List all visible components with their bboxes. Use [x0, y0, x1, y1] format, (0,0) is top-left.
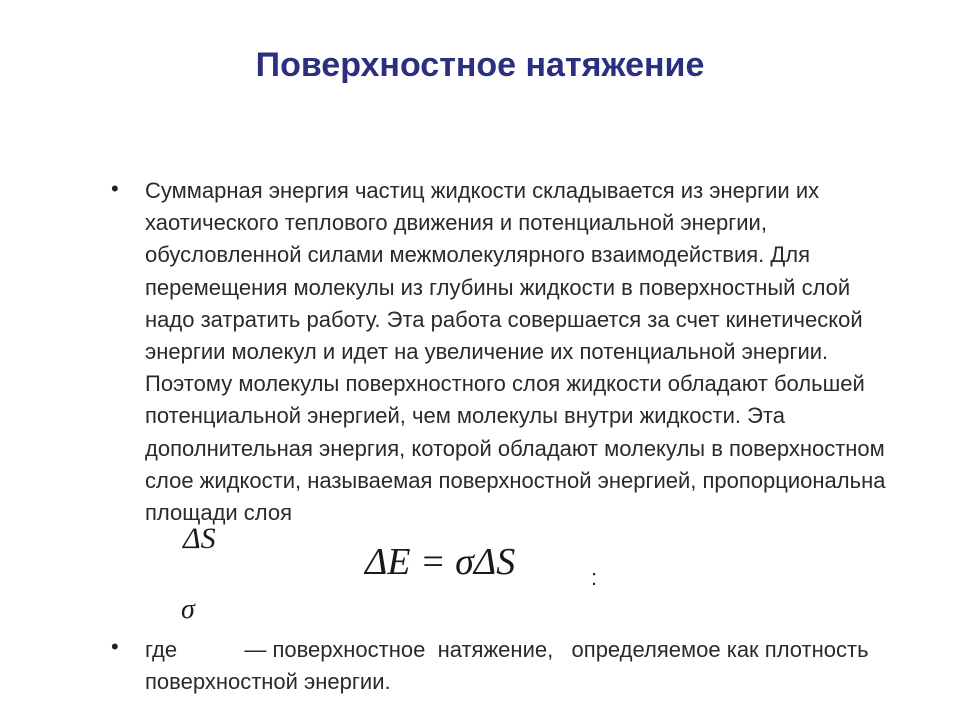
formula-colon: :	[591, 565, 598, 590]
bullet-marker: •	[111, 634, 119, 659]
slide-title: Поверхностное натяжение	[255, 46, 705, 84]
bullet-marker: •	[111, 176, 119, 201]
formula-delta-s: ΔS	[183, 522, 216, 555]
formula-sigma: σ	[181, 594, 195, 625]
paragraph-surface-energy: Суммарная энергия частиц жидкости складывается из энергии их хаотического теплового движения и потенциальной энергии, обусловленной силами межмолекулярного взаимодействия. Для перемещения молекулы из глубины жидкости в поверхностный слой надо затратить работу. Эта работа совершается за счет кинетической энергии молекул и идет на увеличение их потенциальной энергии. Поэтому молекулы поверхностного слоя жидкости обладают большей потенциальной энергией, чем молекулы внутри жидкости. Эта дополнительная энергия, которой обладают молекулы в поверхностном слое жидкости, называемая поверхностной энергией, пропорциональна площади слоя	[145, 178, 886, 526]
paragraph-surface-tension: где — поверхностное натяжение, определяемое как плотность поверхностной энергии.	[145, 637, 875, 695]
formula-surface-energy: ΔE = σΔS	[365, 541, 516, 583]
